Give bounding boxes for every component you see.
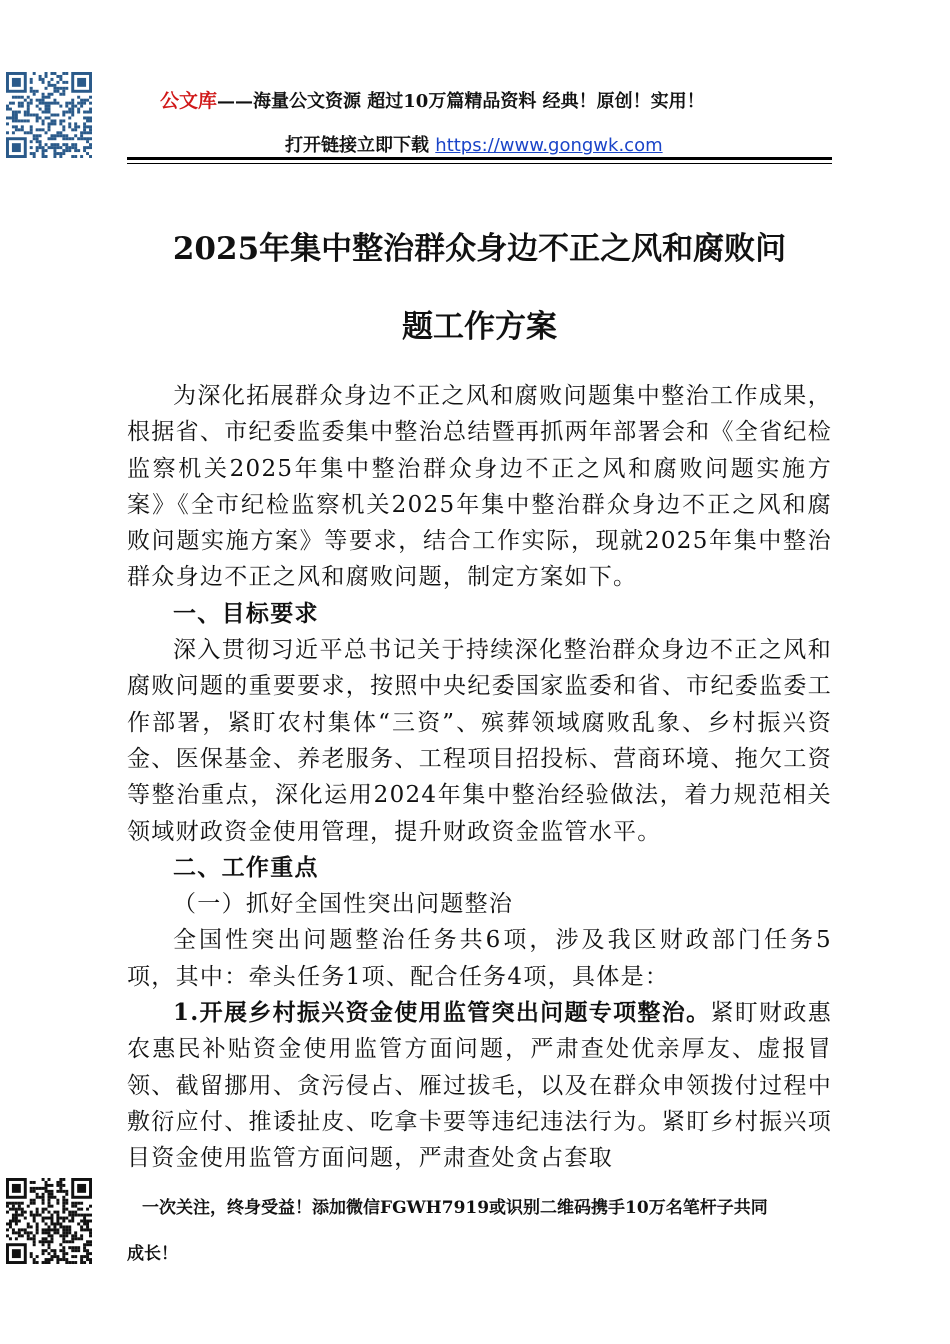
body-paragraph: 为深化拓展群众身边不正之风和腐败问题集中整治工作成果，根据省、市纪委监委集中整治总结暨再抓两年部署会和《全省纪检监察机关2025年集中整治群众身边不正之风和腐败问题实施方案》《全市纪检监察机关2025年集中整治群众身边不正之风和腐败问题实施方案》等要求，结合工作实际，现就2025年集中整治群众身边不正之风和腐败问题，制定方案如下。 (127, 383, 832, 591)
section-heading: 二、工作重点 (173, 853, 319, 881)
footer-promo: 一次关注，终身受益！添加微信FGWH7919或识别二维码携手10万名笔杆子共同 (142, 1198, 768, 1218)
body-paragraph: 全国性突出问题整治任务共6项，涉及我区财政部门任务5项，其中：牵头任务1项、配合任务4项，具体是： (127, 927, 832, 990)
header-slogan (160, 86, 800, 113)
brand-name: 公文库 (160, 90, 218, 112)
document-body (127, 378, 832, 1177)
footer-promo-end: 成长！ (127, 1244, 178, 1264)
qr-code-icon (6, 72, 92, 158)
title-line-2: 题工作方案 (402, 309, 557, 345)
body-paragraph (127, 995, 832, 1176)
header-tagline: ——海量公文资源 超过10万篇精品资料 经典！原创！实用！ (217, 91, 705, 112)
qr-code-icon (6, 1178, 92, 1264)
subsection-heading: （一）抓好全国性突出问题整治 (173, 891, 514, 918)
header-divider (127, 157, 832, 160)
download-prefix: 打开链接立即下载 (285, 135, 429, 156)
item-lead: 1.开展乡村振兴资金使用监管突出问题专项整治。 (173, 999, 711, 1027)
download-line (285, 131, 663, 157)
header-divider-thin (127, 163, 832, 164)
body-paragraph: 深入贯彻习近平总书记关于持续深化整治群众身边不正之风和腐败问题的重要要求，按照中央纪委国家监委和省、市纪委监委工作部署，紧盯农村集体“三资”、殡葬领域腐败乱象、乡村振兴资金、医保基金、养老服务、工程项目招投标、营商环境、拖欠工资等整治重点，深化运用2024年集中整治经验做法，着力规范相关领域财政资金使用管理，提升财政资金监管水平。 (127, 637, 832, 845)
download-link[interactable]: https://www.gongwk.com (435, 135, 663, 156)
title-line-1: 2025年集中整治群众身边不正之风和腐败问 (172, 231, 787, 267)
item-text: 紧盯财政惠农惠民补贴资金使用监管方面问题，严肃查处优亲厚友、虚报冒领、截留挪用、贪污侵占、雁过拔毛，以及在群众申领拨付过程中敷衍应付、推诿扯皮、吃拿卡要等违纪违法行为。紧盯乡村振兴项目资金使用监管方面问题，严肃查处贪占套取 (127, 1000, 832, 1172)
page-title (127, 210, 832, 366)
section-heading: 一、目标要求 (173, 599, 319, 627)
